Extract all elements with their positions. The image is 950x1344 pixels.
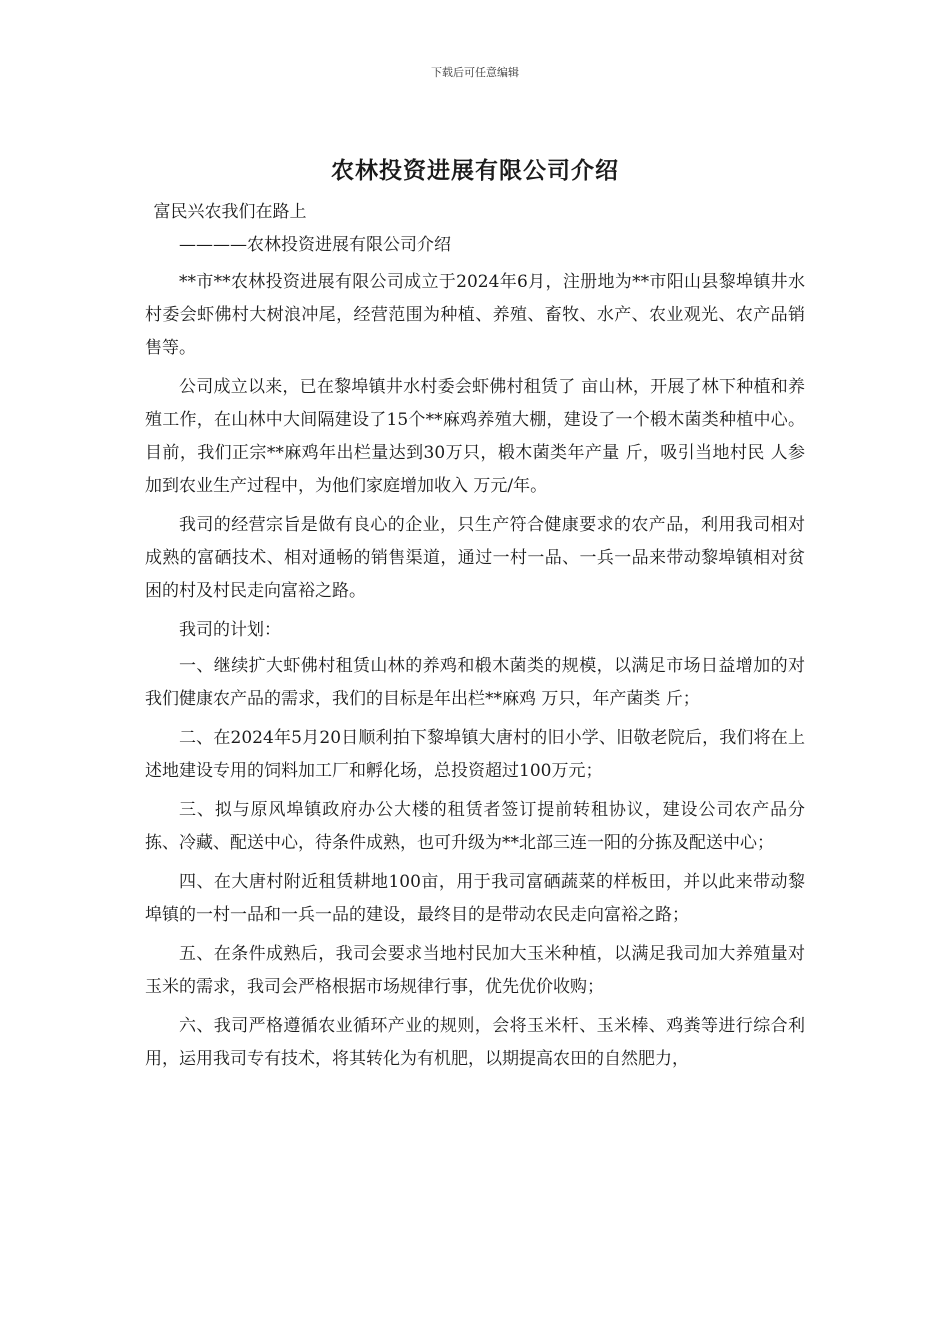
plan-item-1: 一、继续扩大虾佛村租赁山林的养鸡和椴木菌类的规模，以满足市场日益增加的对我们健康农产品的需求，我们的目标是年出栏**麻鸡 万只，年产菌类 斤； [145, 656, 805, 709]
header-note: 下载后可任意编辑 [431, 66, 519, 79]
paragraph-purpose: 我司的经营宗旨是做有良心的企业，只生产符合健康要求的农产品，利用我司相对成熟的富硒技术、相对通畅的销售渠道，通过一村一品、一兵一品来带动黎埠镇相对贫困的村及村民走向富裕之路。 [145, 515, 805, 601]
plan-item-4: 四、在大唐村附近租赁耕地100亩，用于我司富硒蔬菜的样板田，并以此来带动黎埠镇的一村一品和一兵一品的建设，最终目的是带动农民走向富裕之路； [145, 872, 805, 925]
plan-item-6: 六、我司严格遵循农业循环产业的规则，会将玉米杆、玉米棒、鸡粪等进行综合利用，运用我司专有技术，将其转化为有机肥，以期提高农田的自然肥力， [145, 1016, 805, 1069]
paragraph-plan-heading: 我司的计划： [179, 620, 281, 640]
paragraph-since-founding: 公司成立以来，已在黎埠镇井水村委会虾佛村租赁了 亩山林，开展了林下种植和养殖工作，在山林中大间隔建设了15个**麻鸡养殖大棚，建设了一个椴木菌类种植中心。目前，我们正宗**麻鸡年出栏量达到30万只，椴木菌类年产量 斤，吸引当地村民 人参加到农业生产过程中，为他们家庭增加收入 万元/年。 [145, 377, 805, 496]
plan-item-5: 五、在条件成熟后，我司会要求当地村民加大玉米种植，以满足我司加大养殖量对玉米的需求，我司会严格根据市场规律行事，优先优价收购； [145, 944, 805, 997]
document-body [145, 196, 805, 1082]
plan-item-3: 三、拟与原风埠镇政府办公大楼的租赁者签订提前转租协议，建设公司农产品分拣、冷藏、配送中心，待条件成熟，也可升级为**北部三连一阳的分拣及配送中心； [145, 800, 805, 853]
slogan: 富民兴农我们在路上 [153, 202, 307, 222]
plan-item-2: 二、在2024年5月20日顺利拍下黎埠镇大唐村的旧小学、旧敬老院后，我们将在上述地建设专用的饲料加工厂和孵化场，总投资超过100万元； [145, 728, 805, 781]
document-title: 农林投资进展有限公司介绍 [331, 157, 619, 184]
subtitle: ————农林投资进展有限公司介绍 [179, 235, 451, 255]
paragraph-intro: **市**农林投资进展有限公司成立于2024年6月，注册地为**市阳山县黎埠镇井水村委会虾佛村大树浪冲尾，经营范围为种植、养殖、畜牧、水产、农业观光、农产品销售等。 [145, 272, 805, 358]
